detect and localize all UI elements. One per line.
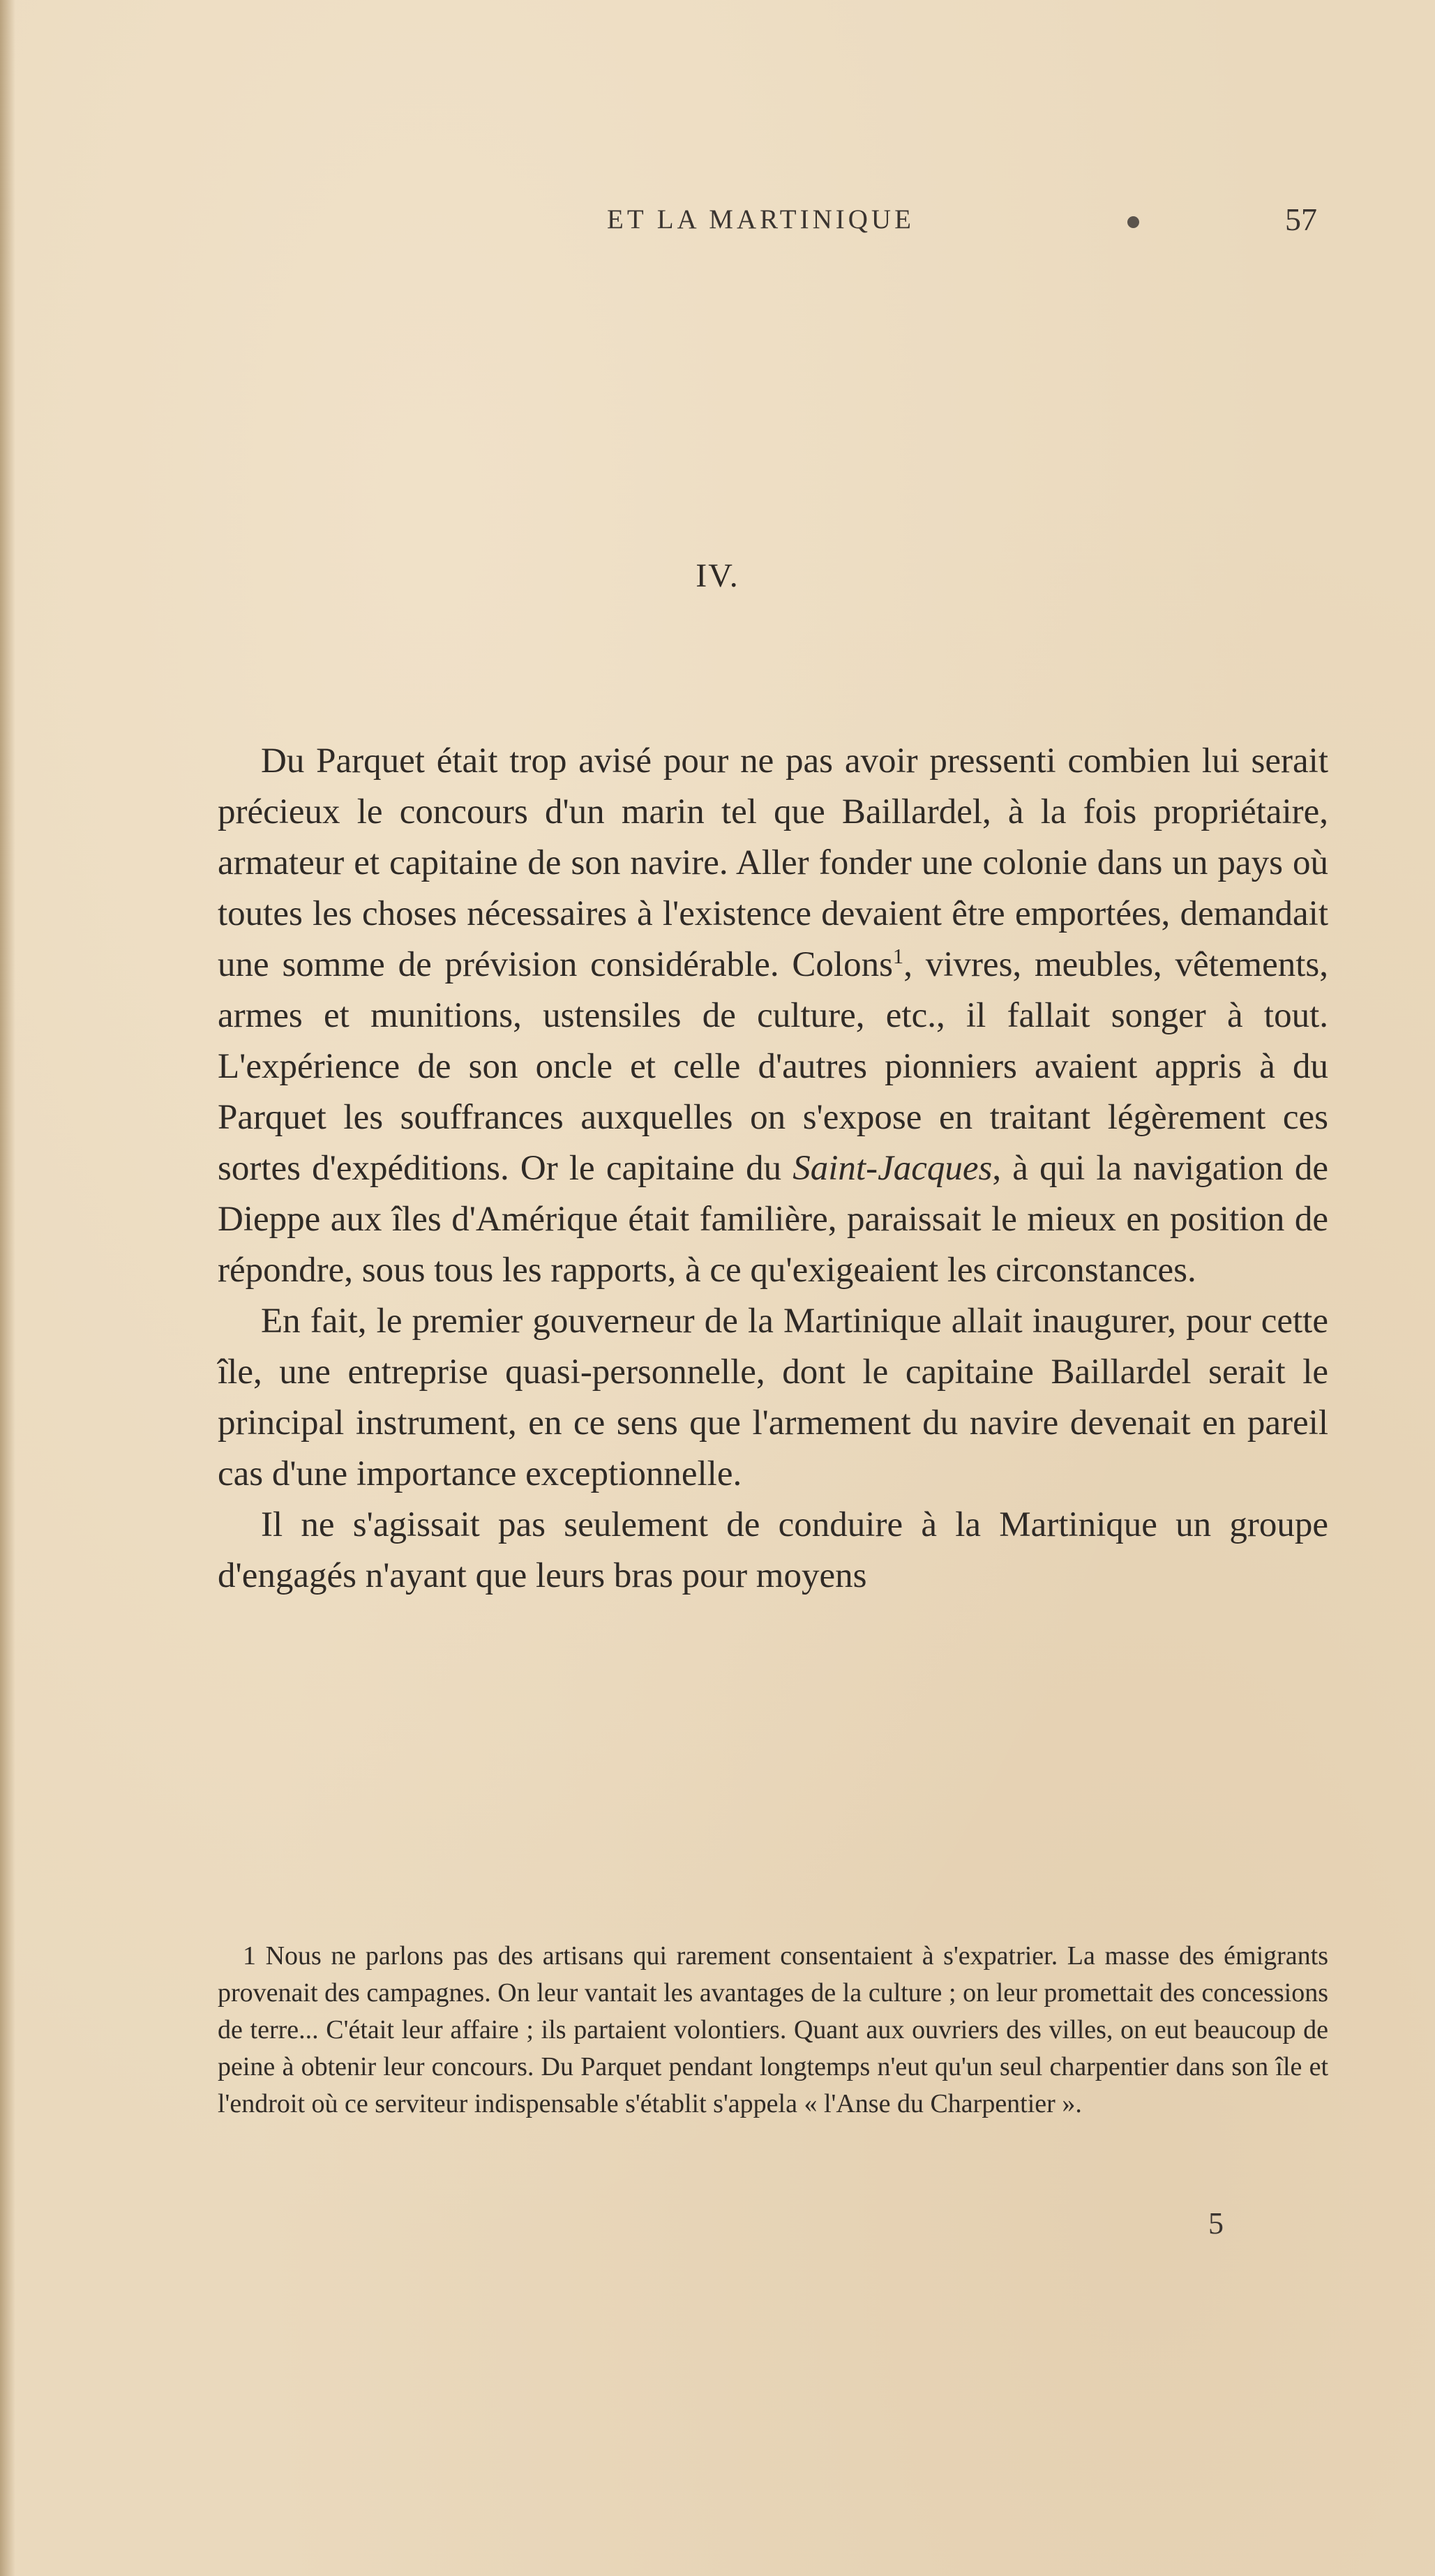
- page-header: [0, 204, 1435, 246]
- paragraph-1-part-a: Du Parquet était trop avisé pour ne pas avoir pressenti combien lui serait précieux le concours d'un marin tel que Baillardel, à la fois propriétaire, armateur et capitaine de son navire. Aller fonder une colonie dans un pays où toutes les choses nécessaires à l'existence devaient être emportées, demandait une somme de prévision considérable. Colons: [218, 741, 1328, 984]
- running-title: ET LA MARTINIQUE: [607, 204, 915, 234]
- footnote: [218, 1938, 1328, 2123]
- ship-name: Saint-Jacques: [792, 1149, 993, 1188]
- footnote-text: Nous ne parlons pas des artisans qui rarement consentaient à s'expatrier. La masse des émigrants provenait des campagnes. On leur vantait les avantages de la culture ; on leur promettait des concessions de terre... C'était leur affaire ; ils partaient volontiers. Quant aux ouvriers des villes, on eut beaucoup de peine à obtenir leur concours. Du Parquet pendant longtemps n'eut qu'un seul charpentier dans son île et l'endroit où ce serviteur indispensable s'établit s'appela « l'Anse du Charpentier ».: [218, 1941, 1328, 2118]
- footnote-reference: 1: [892, 944, 904, 968]
- signature-mark: 5: [1208, 2206, 1224, 2240]
- paragraph-1-part-c: , à qui la navigation de Dieppe aux îles d'Amérique était familière, paraissait le mieux en position de répondre, sous tous les rapports, à ce qu'exigeaient les circonstances.: [218, 1149, 1328, 1290]
- paragraph-3: Il ne s'agissait pas seulement de conduire à la Martinique un groupe d'engagés n'ayant que leurs bras pour moyens: [218, 1505, 1328, 1595]
- page-number: 57: [1285, 202, 1317, 237]
- paragraph-2: En fait, le premier gouverneur de la Martinique allait inaugurer, pour cette île, une entreprise quasi-personnelle, dont le capitaine Baillardel serait le principal instrument, en ce sens que l'armement du navire devenait en pareil cas d'une importance exceptionnelle.: [218, 1302, 1328, 1493]
- ink-dot: [1127, 216, 1139, 228]
- paragraph-1-part-b: , vivres, meubles, vêtements, armes et munitions, ustensiles de culture, etc., il fallait songer à tout. L'expérience de son oncle et celle d'autres pionniers avaient appris à du Parquet les souffrances auxquelles on s'expose en traitant légèrement ces sortes d'expéditions. Or le capitaine du: [218, 945, 1328, 1188]
- body-text: [218, 736, 1328, 1602]
- paragraph-1: [218, 736, 1328, 1296]
- footnote-mark: 1: [243, 1941, 256, 1971]
- section-heading: IV.: [696, 557, 739, 594]
- page-edge-shadow: [0, 0, 15, 2576]
